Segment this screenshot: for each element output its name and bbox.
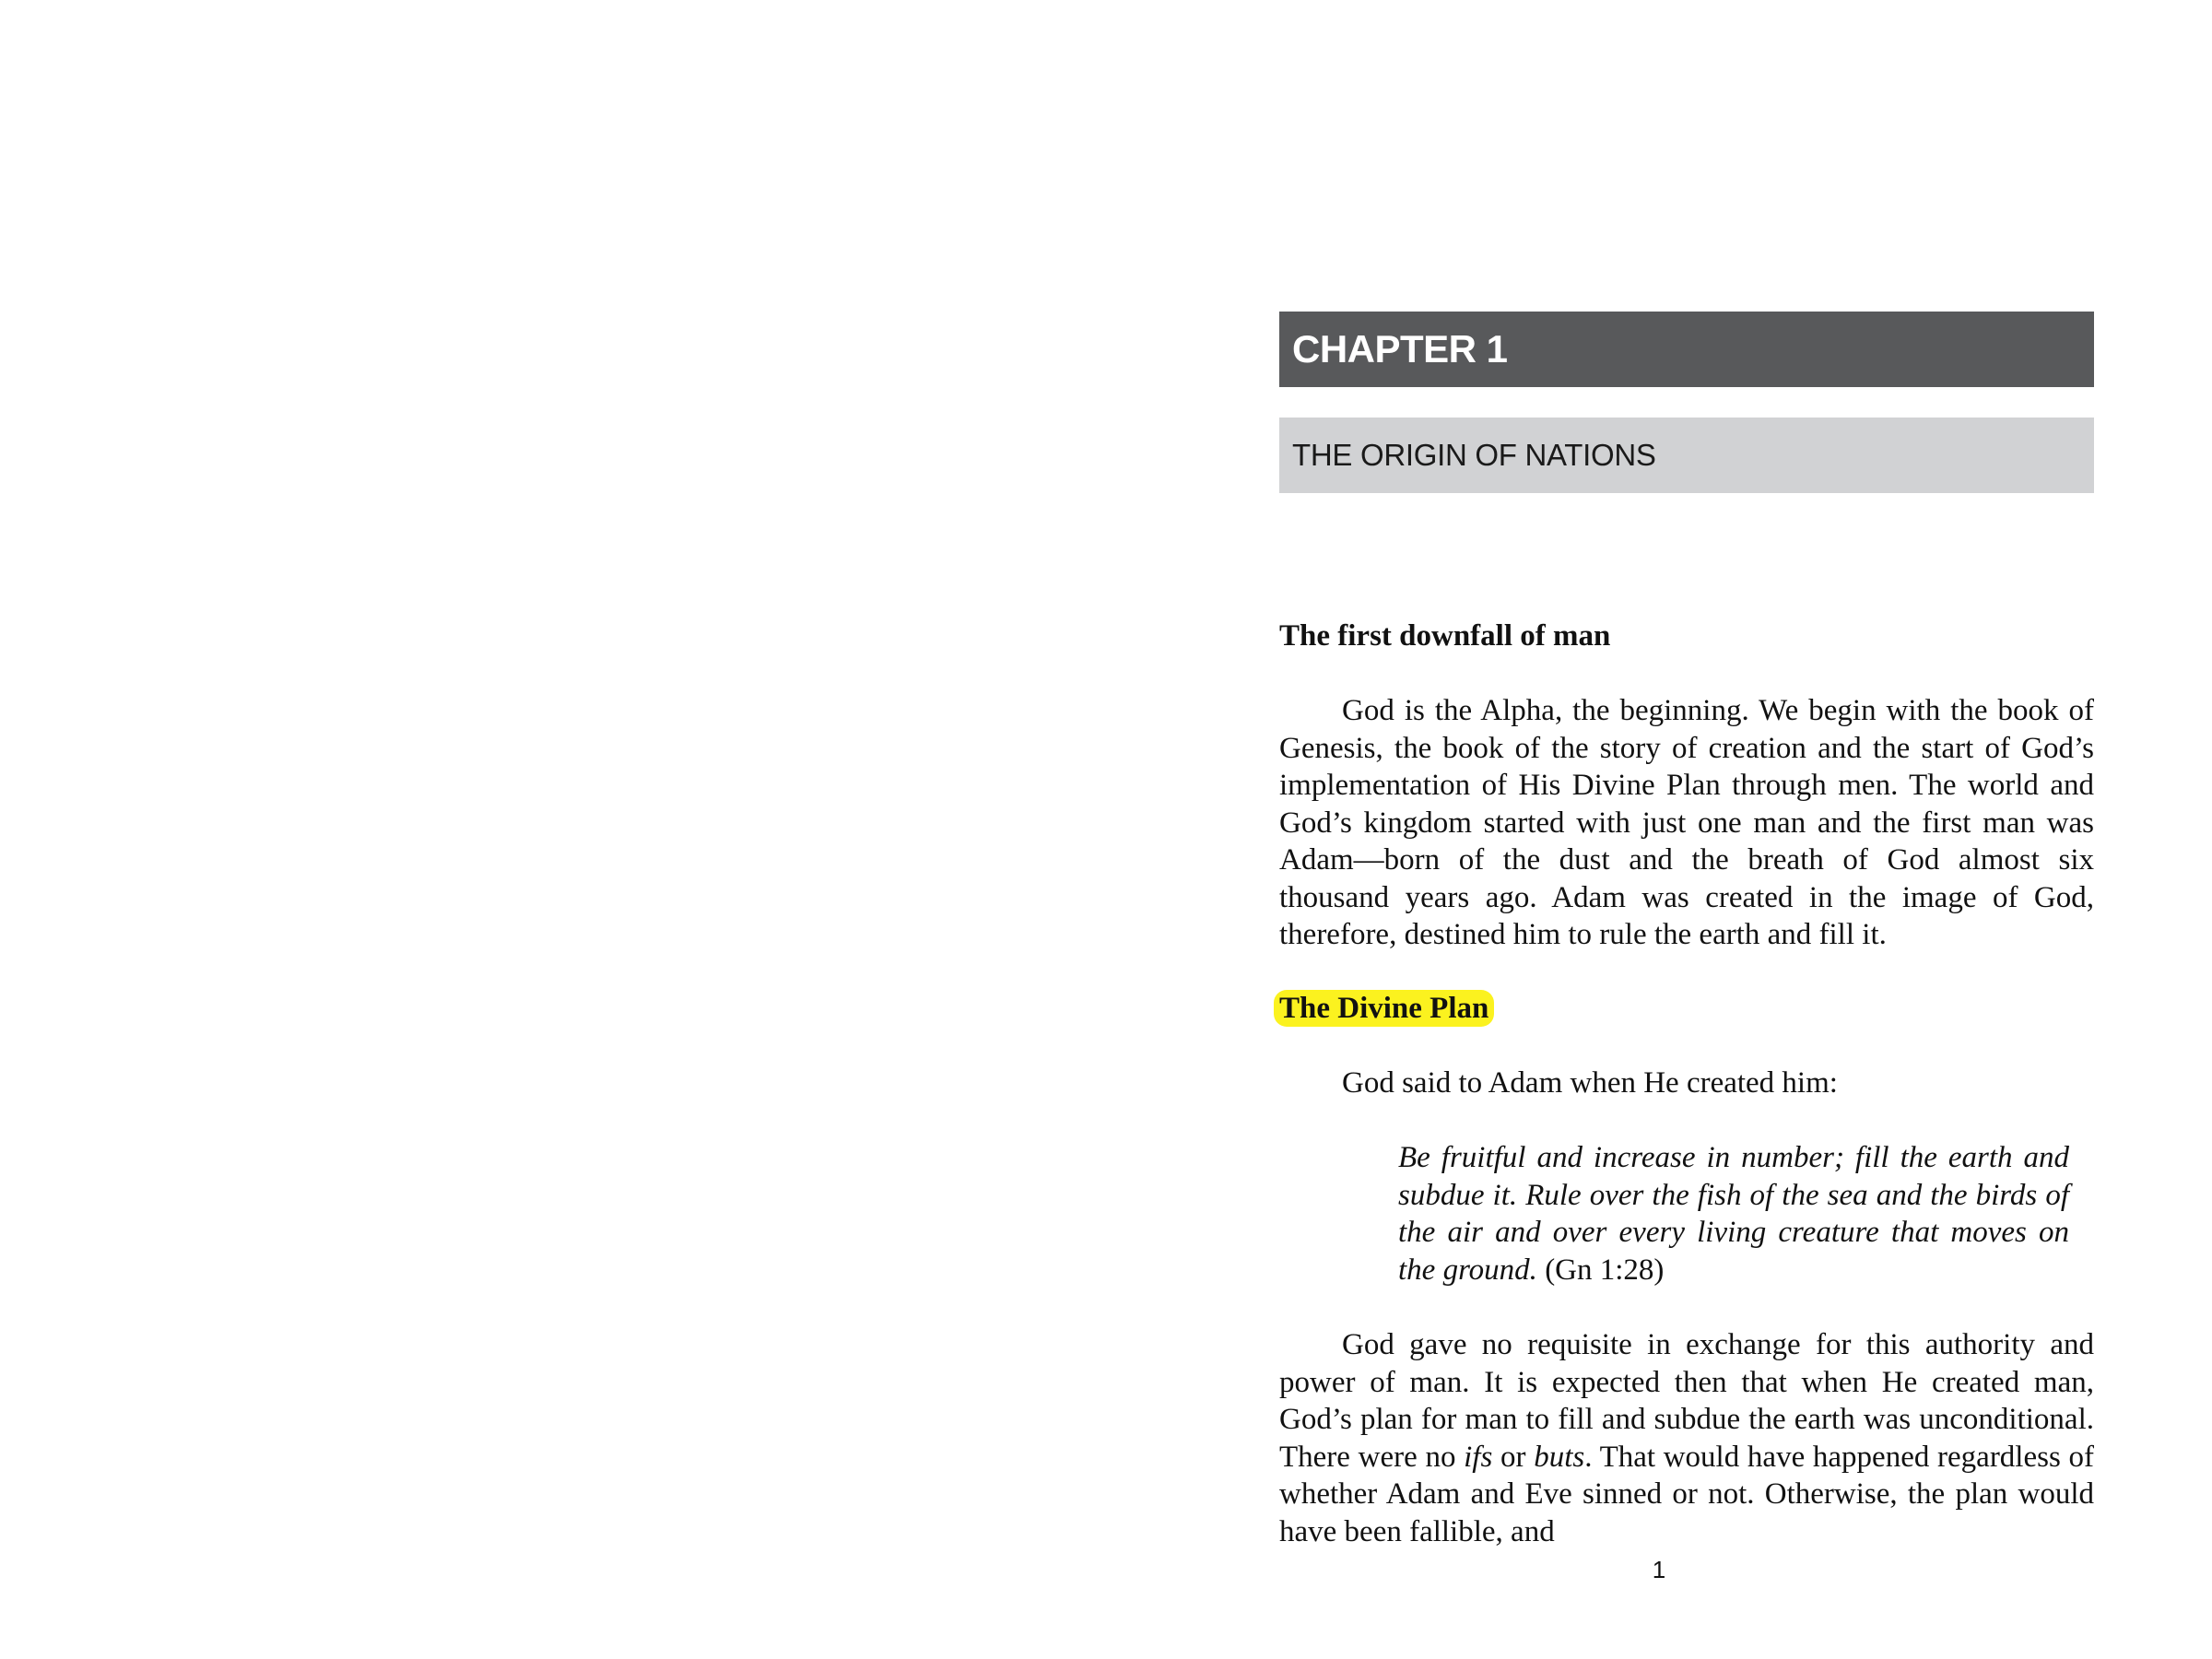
paragraph-alpha (1279, 692, 2094, 954)
paragraph-text: God said to Adam when He created him: (1342, 1066, 1838, 1100)
highlighted-heading: The Divine Plan (1274, 990, 1494, 1027)
chapter-title-bar (1279, 418, 2094, 493)
paragraph-text: God is the Alpha, the beginning. We begin with the book of Genesis, the book of the story of creation and the start of God’s implementation of His Divine Plan through men. The world and God’s kingdom started with just one man and the first man was Adam—born of the dust and the breath of God almost six thousand years ago. Adam was created in the image of God, therefore, destined him to rule the earth and fill it. (1279, 694, 2094, 951)
italic-ifs: ifs (1464, 1440, 1493, 1474)
right-page (1106, 0, 2212, 1659)
paragraph-god-said (1279, 1065, 2094, 1102)
chapter-label-bar (1279, 312, 2094, 387)
quote-text: Be fruitful and increase in number; fill the earth and subdue it. Rule over the fish of the sea and the birds of the air and over every living creature that moves on the ground. (1398, 1141, 2069, 1287)
section-heading-divine-plan (1279, 990, 2094, 1028)
section-heading-first-downfall (1279, 618, 2094, 655)
scripture-quote (1398, 1139, 2069, 1288)
page-number: 1 (1652, 1556, 1666, 1583)
chapter-label: CHAPTER 1 (1292, 327, 1508, 371)
section-heading: The first downfall of man (1279, 619, 1611, 653)
quote-reference: (Gn 1:28) (1545, 1253, 1665, 1287)
paragraph-requisite (1279, 1326, 2094, 1550)
italic-buts: buts (1534, 1440, 1585, 1474)
paragraph-text: God gave no requisite in exchange for this authority and power of man. It is expected then that when He created man, God’s plan for man to fill and subdue the earth was unconditional. There were no ifs or buts. That would have happened regardless of whether Adam and Eve sinned or not. Otherwise, the plan would have been fallible, and (1279, 1328, 2094, 1548)
chapter-title: THE ORIGIN OF NATIONS (1292, 438, 1656, 472)
